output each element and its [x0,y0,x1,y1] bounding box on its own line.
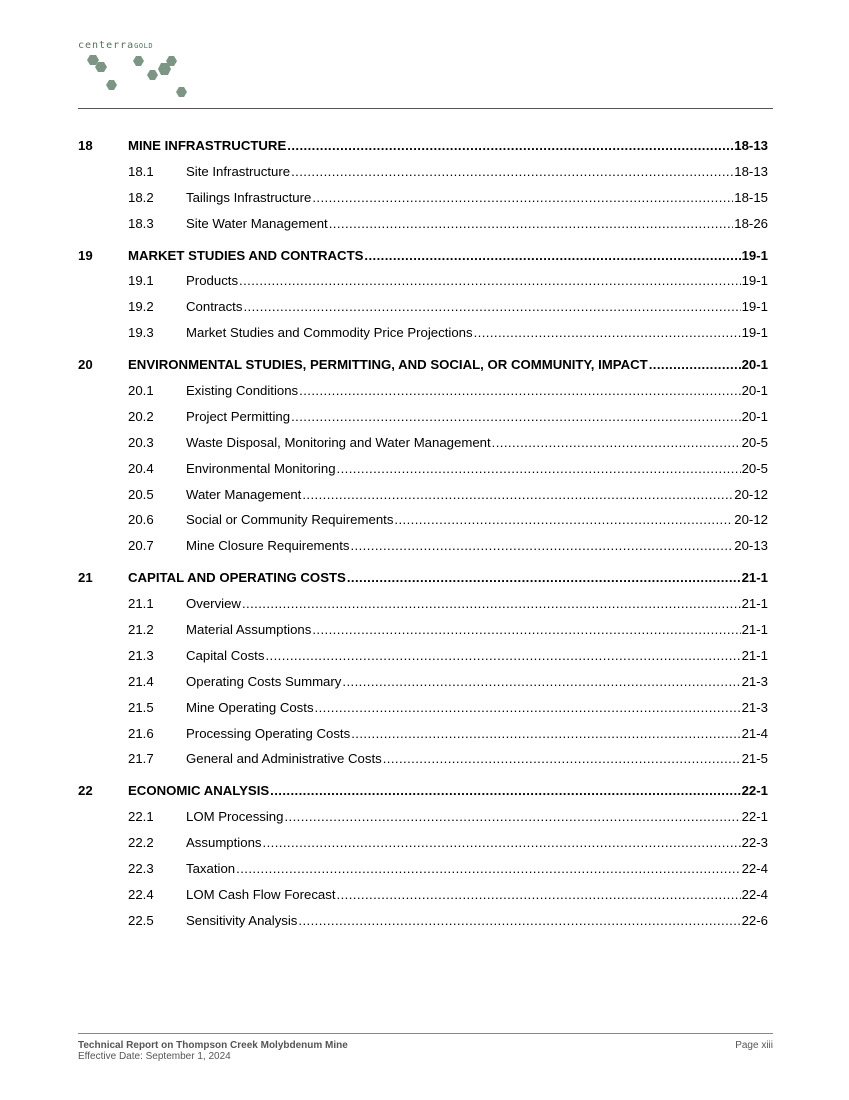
section-page: 18-13 [734,163,768,179]
chapter-title: ENVIRONMENTAL STUDIES, PERMITTING, AND SOCIAL, OR COMMUNITY, IMPACT [128,357,648,373]
section-number: 22.2 [128,835,154,851]
section-title: General and Administrative Costs [186,751,382,767]
toc-section-row[interactable] [78,512,768,538]
dot-leader [649,357,741,372]
page-footer [78,1033,773,1062]
section-page: 22-1 [741,809,768,825]
section-page: 20-13 [734,538,768,554]
toc-section-row[interactable] [78,461,768,487]
report-title: Technical Report on Thompson Creek Molybdenum Mine [78,1040,348,1051]
section-number: 19.3 [128,325,154,341]
dot-leader [302,487,733,502]
chapter-number: 19 [78,247,93,263]
toc-section-row[interactable] [78,913,768,939]
dot-leader [291,164,733,179]
toc-section-row[interactable] [78,751,768,777]
section-number: 22.3 [128,861,154,877]
section-number: 21.5 [128,699,154,715]
section-number: 20.1 [128,383,154,399]
toc-section-row[interactable] [78,190,768,216]
table-of-contents [78,138,768,939]
toc-section-row[interactable] [78,887,768,913]
section-title: Material Assumptions [186,622,312,638]
section-number: 21.2 [128,622,154,638]
chapter-page: 22-1 [741,783,768,799]
section-number: 21.3 [128,647,154,663]
section-title: Water Management [186,486,302,502]
page-number: Page xiii [735,1040,773,1051]
section-number: 22.4 [128,886,154,902]
section-page: 18-26 [734,215,768,231]
dot-leader [342,674,740,689]
toc-section-row[interactable] [78,809,768,835]
dot-leader [236,861,740,876]
toc-section-row[interactable] [78,487,768,513]
section-page: 22-3 [741,835,768,851]
section-title: Site Water Management [186,215,328,231]
toc-chapter-row[interactable] [78,357,768,383]
section-title: Processing Operating Costs [186,725,351,741]
dot-leader [364,248,740,263]
dot-leader [474,325,741,340]
dot-leader [239,273,741,288]
dot-leader [394,512,733,527]
dot-leader [270,783,740,798]
section-title: Capital Costs [186,647,265,663]
toc-chapter-row[interactable] [78,783,768,809]
section-number: 20.2 [128,408,154,424]
section-page: 20-1 [741,383,768,399]
section-number: 18.2 [128,189,154,205]
toc-chapter-row[interactable] [78,138,768,164]
section-title: Market Studies and Commodity Price Projections [186,325,473,341]
dot-leader [243,299,740,314]
section-title: Taxation [186,861,236,877]
toc-section-row[interactable] [78,538,768,564]
page-header [78,34,773,109]
section-page: 19-1 [741,273,768,289]
section-number: 21.4 [128,673,154,689]
dot-leader [383,751,741,766]
section-number: 20.3 [128,434,154,450]
section-page: 21-1 [741,596,768,612]
section-title: Site Infrastructure [186,163,291,179]
toc-section-row[interactable] [78,674,768,700]
chapter-title: ECONOMIC ANALYSIS [128,783,270,799]
chapter-page: 19-1 [741,247,768,263]
toc-section-row[interactable] [78,622,768,648]
section-title: LOM Processing [186,809,284,825]
section-page: 21-5 [741,751,768,767]
dot-leader [312,622,740,637]
section-page: 22-6 [741,912,768,928]
section-number: 21.7 [128,751,154,767]
toc-section-row[interactable] [78,164,768,190]
toc-chapter-row[interactable] [78,248,768,274]
toc-section-row[interactable] [78,648,768,674]
section-number: 20.6 [128,512,154,528]
section-number: 20.7 [128,538,154,554]
dot-leader [337,461,741,476]
section-title: Contracts [186,299,243,315]
section-page: 18-15 [734,189,768,205]
section-number: 20.5 [128,486,154,502]
toc-section-row[interactable] [78,383,768,409]
section-title: Products [186,273,239,289]
dot-leader [287,138,733,153]
toc-section-row[interactable] [78,273,768,299]
chapter-number: 22 [78,783,93,799]
section-page: 21-1 [741,647,768,663]
section-page: 22-4 [741,886,768,902]
section-page: 21-3 [741,699,768,715]
dot-leader [347,570,741,585]
chapter-page: 20-1 [741,357,768,373]
dot-leader [329,216,734,231]
section-page: 21-3 [741,673,768,689]
dot-leader [492,435,741,450]
chapter-title: CAPITAL AND OPERATING COSTS [128,570,346,586]
section-page: 21-4 [741,725,768,741]
section-page: 22-4 [741,861,768,877]
toc-section-row[interactable] [78,435,768,461]
section-page: 20-5 [741,460,768,476]
section-title: Overview [186,596,241,612]
section-number: 20.4 [128,460,154,476]
section-page: 20-1 [741,408,768,424]
dot-leader [263,835,741,850]
section-number: 19.2 [128,299,154,315]
section-title: Operating Costs Summary [186,673,342,689]
section-page: 19-1 [741,299,768,315]
section-page: 20-12 [734,512,768,528]
dot-leader [351,726,740,741]
toc-section-row[interactable] [78,835,768,861]
toc-section-row[interactable] [78,216,768,242]
section-page: 20-5 [741,434,768,450]
company-logo-text: centerraGOLD [78,40,154,51]
section-title: Environmental Monitoring [186,460,336,476]
toc-chapter-row[interactable] [78,570,768,596]
section-number: 22.5 [128,912,154,928]
section-page: 21-1 [741,622,768,638]
dot-leader [291,409,741,424]
section-title: Sensitivity Analysis [186,912,298,928]
effective-date: Effective Date: September 1, 2024 [78,1051,231,1062]
dot-leader [265,648,740,663]
section-page: 20-12 [734,486,768,502]
section-number: 21.6 [128,725,154,741]
company-logo-icon [78,52,198,102]
chapter-title: MINE INFRASTRUCTURE [128,138,287,153]
toc-section-row[interactable] [78,299,768,325]
section-number: 22.1 [128,809,154,825]
section-number: 19.1 [128,273,154,289]
section-title: Social or Community Requirements [186,512,394,528]
section-title: Waste Disposal, Monitoring and Water Management [186,434,491,450]
chapter-page: 21-1 [741,570,768,586]
toc-section-row[interactable] [78,861,768,887]
section-title: Mine Closure Requirements [186,538,350,554]
section-title: Existing Conditions [186,383,299,399]
section-number: 18.3 [128,215,154,231]
chapter-page: 18-13 [734,138,768,153]
section-number: 21.1 [128,596,154,612]
section-title: Tailings Infrastructure [186,189,312,205]
section-title: Mine Operating Costs [186,699,314,715]
dot-leader [284,809,740,824]
section-title: Project Permitting [186,408,291,424]
toc-section-row[interactable] [78,726,768,752]
toc-section-row[interactable] [78,596,768,622]
toc-section-row[interactable] [78,700,768,726]
chapter-title: MARKET STUDIES AND CONTRACTS [128,247,364,263]
dot-leader [315,700,741,715]
dot-leader [299,383,740,398]
dot-leader [242,596,741,611]
section-title: LOM Cash Flow Forecast [186,886,336,902]
dot-leader [350,538,733,553]
chapter-number: 21 [78,570,93,586]
section-title: Assumptions [186,835,262,851]
toc-section-row[interactable] [78,325,768,351]
dot-leader [312,190,733,205]
dot-leader [298,913,740,928]
dot-leader [337,887,741,902]
section-page: 19-1 [741,325,768,341]
chapter-number: 18 [78,138,93,153]
chapter-number: 20 [78,357,93,373]
section-number: 18.1 [128,163,154,179]
toc-section-row[interactable] [78,409,768,435]
